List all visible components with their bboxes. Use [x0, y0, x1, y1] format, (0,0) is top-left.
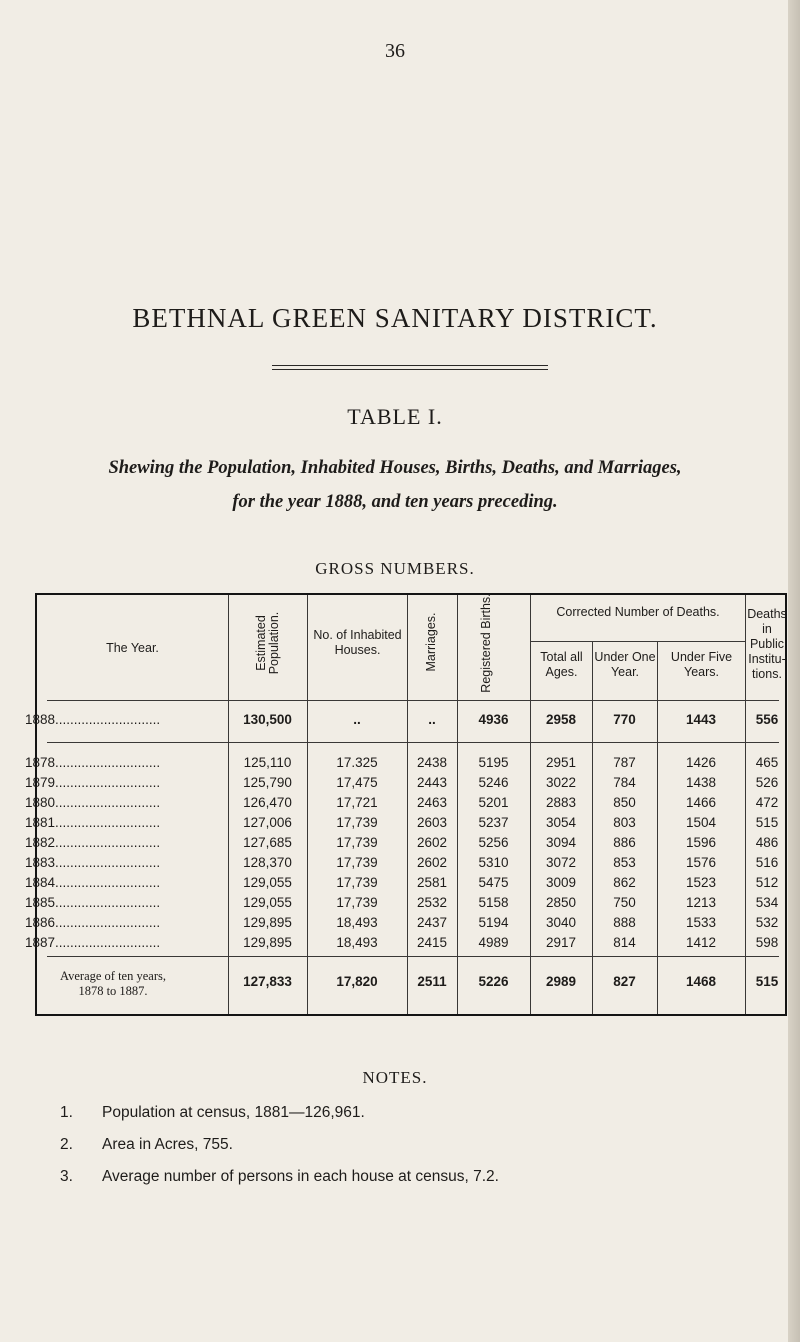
cell-total-deaths: 2989 — [545, 974, 577, 989]
cell-under-five: 1438 — [685, 775, 717, 790]
cell-under-one: 888 — [613, 915, 636, 930]
row-year: 1882............................ — [25, 835, 161, 850]
cell-institutions: 515 — [755, 974, 779, 989]
row-year: 1881............................ — [25, 815, 161, 830]
cell-under-five: 1412 — [685, 935, 717, 950]
note-item — [60, 1168, 499, 1186]
row-year: 1886............................ — [25, 915, 161, 930]
header-total-all-ages: Total all Ages. — [540, 650, 583, 679]
cell-marriages: 2603 — [416, 815, 448, 830]
cell-under-five: 1213 — [685, 895, 717, 910]
cell-under-one: 770 — [613, 712, 636, 727]
header-houses: No. of Inhabited Houses. — [313, 628, 402, 657]
statistics-table — [25, 593, 787, 1016]
cell-institutions: 598 — [755, 935, 779, 950]
cell-marriages: 2532 — [416, 895, 448, 910]
cell-institutions: 526 — [755, 775, 779, 790]
deaths-group-rule — [530, 641, 745, 642]
note-number: 2. — [60, 1136, 73, 1153]
cell-marriages: 2437 — [416, 915, 448, 930]
row-year: 1880............................ — [25, 795, 161, 810]
cell-marriages: 2443 — [416, 775, 448, 790]
cell-under-one: 827 — [613, 974, 636, 989]
cell-houses: 17,721 — [336, 795, 378, 810]
row-year: 1885............................ — [25, 895, 161, 910]
cell-marriages: 2415 — [416, 935, 448, 950]
cell-under-five: 1504 — [685, 815, 717, 830]
cell-under-one: 787 — [613, 755, 636, 770]
notes-heading: NOTES. — [362, 1068, 428, 1087]
cell-population: 128,370 — [243, 855, 292, 870]
cell-under-five: 1596 — [685, 835, 717, 850]
cell-houses: 17,739 — [336, 835, 378, 850]
table-subtitle-line1: Shewing the Population, Inhabited Houses, Births, Deaths, and Marriages, — [108, 458, 682, 478]
cell-births: 5237 — [478, 815, 509, 830]
page-edge — [788, 0, 800, 1342]
cell-institutions: 532 — [755, 915, 779, 930]
cell-institutions: 556 — [755, 712, 779, 727]
cell-houses: 17,739 — [336, 815, 378, 830]
cell-total-deaths: 3022 — [545, 775, 577, 790]
cell-population: 127,685 — [243, 835, 292, 850]
table-title: TABLE I. — [347, 404, 443, 429]
cell-total-deaths: 2883 — [545, 795, 577, 810]
cell-population: 125,790 — [243, 775, 292, 790]
average-label-line1: Average of ten years, — [60, 969, 166, 983]
cell-marriages: 2463 — [416, 795, 448, 810]
cell-under-one: 814 — [613, 935, 636, 950]
header-public-institutions: Deaths in Public Institu-tions. — [747, 607, 787, 681]
cell-marriages: .. — [428, 712, 436, 727]
cell-total-deaths: 3009 — [545, 875, 577, 890]
current-year-rule — [47, 742, 779, 743]
note-number: 3. — [60, 1168, 73, 1185]
cell-houses: 17,739 — [336, 875, 378, 890]
cell-institutions: 534 — [755, 895, 779, 910]
table-row — [25, 755, 785, 773]
cell-under-one: 750 — [613, 895, 636, 910]
cell-under-five: 1426 — [685, 755, 717, 770]
cell-houses: 17,820 — [336, 974, 378, 989]
note-item — [60, 1136, 233, 1154]
cell-under-one: 862 — [613, 875, 636, 890]
cell-marriages: 2602 — [416, 855, 448, 870]
cell-population: 129,895 — [243, 935, 292, 950]
cell-population: 130,500 — [243, 712, 292, 727]
table-row — [25, 875, 785, 893]
cell-houses: 18,493 — [336, 935, 378, 950]
table-row — [25, 775, 785, 793]
header-year: The Year. — [106, 641, 159, 655]
row-year: 1879............................ — [25, 775, 161, 790]
note-item — [60, 1104, 365, 1122]
table-row — [25, 855, 785, 873]
note-text: Population at census, 1881—126,961. — [102, 1104, 365, 1121]
note-text: Area in Acres, 755. — [102, 1136, 233, 1153]
average-label-line2: 1878 to 1887. — [78, 984, 148, 998]
cell-births: 5310 — [478, 855, 509, 870]
header-births: Registered Births. — [479, 593, 493, 693]
cell-marriages: 2602 — [416, 835, 448, 850]
cell-total-deaths: 3054 — [545, 815, 577, 830]
cell-births: 5226 — [478, 974, 509, 989]
cell-marriages: 2438 — [416, 755, 448, 770]
header-under-one: Under One Year. — [594, 650, 656, 679]
cell-births: 5475 — [478, 875, 509, 890]
header-under-five: Under Five Years. — [670, 650, 733, 679]
cell-under-five: 1443 — [685, 712, 717, 727]
row-year: 1887............................ — [25, 935, 161, 950]
table-row — [25, 915, 785, 933]
cell-total-deaths: 2958 — [545, 712, 577, 727]
cell-marriages: 2511 — [417, 974, 447, 989]
table-row — [25, 895, 785, 913]
cell-births: 5246 — [478, 775, 509, 790]
header-marriages: Marriages. — [424, 612, 438, 672]
table-row — [25, 795, 785, 813]
cell-marriages: 2581 — [416, 875, 448, 890]
cell-institutions: 512 — [755, 875, 779, 890]
cell-total-deaths: 3040 — [545, 915, 577, 930]
cell-institutions: 515 — [755, 815, 779, 830]
note-text: Average number of persons in each house at census, 7.2. — [102, 1168, 499, 1185]
cell-population: 129,895 — [243, 915, 292, 930]
cell-births: 5194 — [478, 915, 509, 930]
cell-births: 4936 — [478, 712, 509, 727]
cell-under-one: 886 — [613, 835, 636, 850]
cell-under-five: 1523 — [685, 875, 717, 890]
cell-houses: 18,493 — [336, 915, 378, 930]
cell-institutions: 486 — [755, 835, 779, 850]
cell-houses: .. — [353, 712, 361, 727]
cell-under-one: 784 — [613, 775, 636, 790]
cell-under-one: 803 — [613, 815, 636, 830]
header-population: Estimated Population. — [254, 611, 281, 675]
cell-births: 5256 — [478, 835, 509, 850]
row-year: 1884............................ — [25, 875, 161, 890]
table-row — [25, 815, 785, 833]
cell-population: 126,470 — [243, 795, 292, 810]
cell-under-five: 1466 — [685, 795, 717, 810]
cell-houses: 17,739 — [336, 855, 378, 870]
cell-births: 5158 — [478, 895, 509, 910]
header-rule — [47, 700, 779, 701]
cell-total-deaths: 2850 — [545, 895, 577, 910]
cell-under-five: 1576 — [685, 855, 717, 870]
cell-population: 129,055 — [243, 895, 292, 910]
cell-under-five: 1533 — [685, 915, 717, 930]
cell-population: 127,833 — [243, 974, 292, 989]
cell-under-five: 1468 — [685, 974, 717, 989]
cell-houses: 17.325 — [336, 755, 378, 770]
cell-births: 4989 — [478, 935, 509, 950]
title-rule-bottom — [272, 369, 548, 370]
cell-population: 129,055 — [243, 875, 292, 890]
page-number: 36 — [385, 40, 405, 62]
cell-total-deaths: 2917 — [545, 935, 577, 950]
section-heading: GROSS NUMBERS. — [315, 559, 475, 578]
table-subtitle-line2: for the year 1888, and ten years preceding. — [232, 492, 558, 512]
row-year: 1883............................ — [25, 855, 161, 870]
district-title: BETHNAL GREEN SANITARY DISTRICT. — [132, 303, 658, 333]
average-rule — [47, 956, 779, 957]
cell-total-deaths: 3094 — [545, 835, 577, 850]
table-row — [25, 935, 785, 953]
cell-total-deaths: 3072 — [545, 855, 577, 870]
cell-under-one: 850 — [613, 795, 636, 810]
cell-houses: 17,739 — [336, 895, 378, 910]
header-corrected-deaths: Corrected Number of Deaths. — [556, 605, 720, 619]
note-number: 1. — [60, 1104, 73, 1121]
cell-institutions: 472 — [755, 795, 779, 810]
row-year: 1878............................ — [25, 755, 161, 770]
cell-houses: 17,475 — [336, 775, 378, 790]
cell-births: 5201 — [478, 795, 509, 810]
cell-institutions: 465 — [755, 755, 779, 770]
cell-population: 125,110 — [243, 755, 292, 770]
cell-total-deaths: 2951 — [545, 755, 577, 770]
cell-institutions: 516 — [755, 855, 779, 870]
cell-population: 127,006 — [243, 815, 292, 830]
cell-births: 5195 — [478, 755, 509, 770]
title-rule-top — [272, 365, 548, 366]
cell-under-one: 853 — [613, 855, 636, 870]
row-year: 1888............................ — [25, 712, 161, 727]
table-row — [25, 835, 785, 853]
